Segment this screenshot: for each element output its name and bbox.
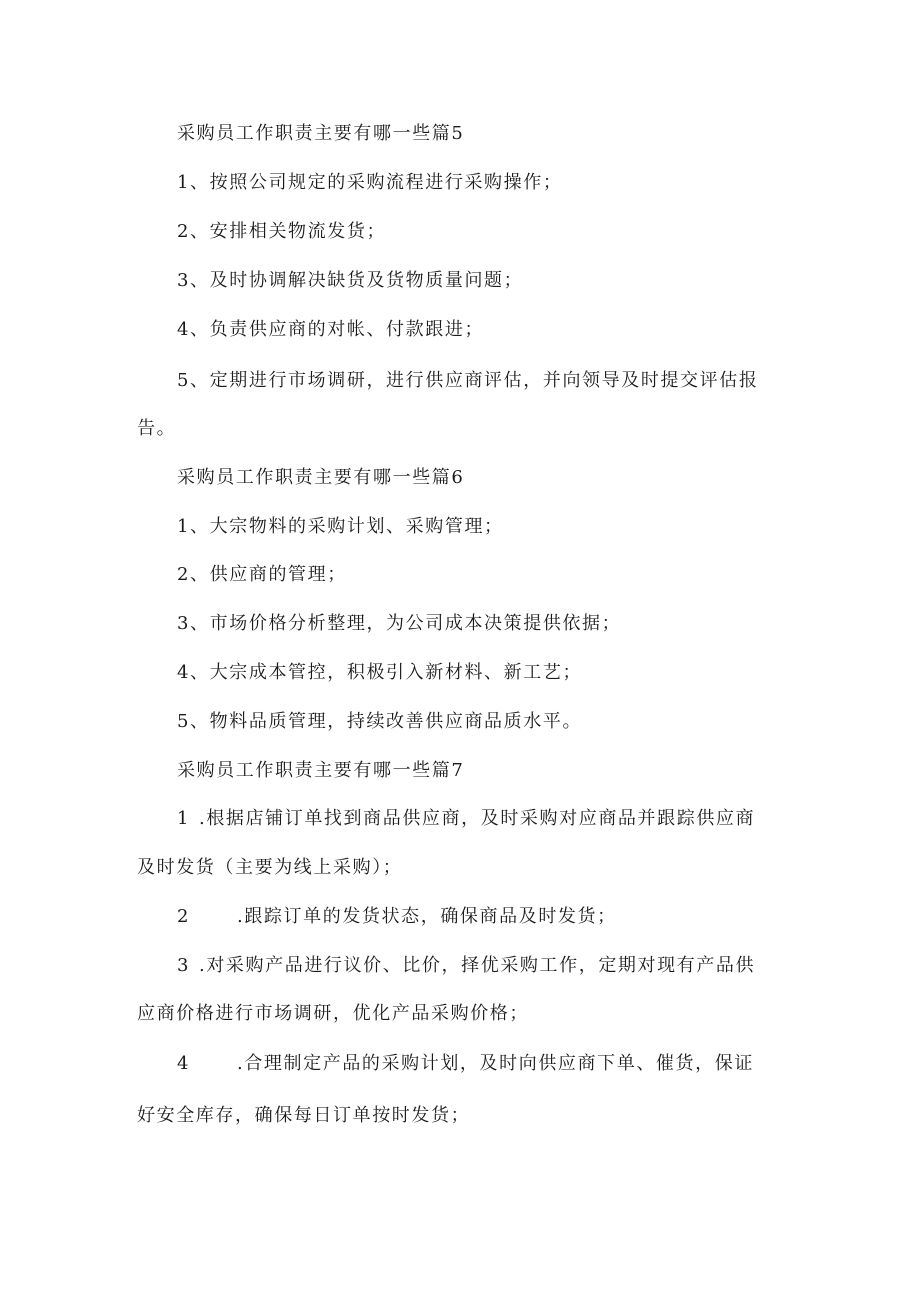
list-item: 1、大宗物料的采购计划、采购管理； <box>177 516 504 537</box>
list-item-text: .合理制定产品的采购计划，及时向供应商下单、催货，保证 <box>237 1053 754 1074</box>
list-item <box>177 954 755 978</box>
list-item-continuation: 好安全库存，确保每日订单按时发货； <box>137 1105 471 1126</box>
section-heading: 采购员工作职责主要有哪一些篇6 <box>177 467 465 488</box>
list-item-continuation: 应商价格进行市场调研，优化产品采购价格； <box>137 1003 529 1024</box>
list-item-number: 2 <box>177 906 191 927</box>
list-item-continuation: 及时发货（主要为线上采购）； <box>137 857 403 878</box>
list-item: 3、及时协调解决缺货及货物质量问题； <box>177 270 524 291</box>
section-heading: 采购员工作职责主要有哪一些篇7 <box>177 760 465 781</box>
list-item: 2、安排相关物流发货； <box>177 221 387 242</box>
list-item: 5、物料品质管理，持续改善供应商品质水平。 <box>177 711 583 732</box>
list-item: 1、按照公司规定的采购流程进行采购操作； <box>177 172 563 193</box>
list-item <box>177 1052 754 1076</box>
list-item: 4、大宗成本管控，积极引入新材料、新工艺； <box>177 662 583 683</box>
list-item <box>177 807 755 831</box>
list-item: 5、定期进行市场调研，进行供应商评估，并向领导及时提交评估报 <box>177 370 759 391</box>
list-item: 2、供应商的管理； <box>177 564 347 585</box>
list-item-text: .根据店铺订单找到商品供应商，及时采购对应商品并跟踪供应商 <box>199 808 756 829</box>
list-item-number: 1 <box>177 808 191 829</box>
list-item: 4、负责供应商的对帐、付款跟进； <box>177 319 485 340</box>
section-heading: 采购员工作职责主要有哪一些篇5 <box>177 123 465 144</box>
list-item-number: 4 <box>177 1053 191 1074</box>
list-item-number: 3 <box>177 955 191 976</box>
list-item <box>177 905 617 929</box>
list-item-continuation: 告。 <box>137 418 177 439</box>
list-item: 3、市场价格分析整理，为公司成本决策提供依据； <box>177 613 622 634</box>
list-item-text: .对采购产品进行议价、比价，择优采购工作，定期对现有产品供 <box>199 955 756 976</box>
list-item-text: .跟踪订单的发货状态，确保商品及时发货； <box>237 906 617 927</box>
